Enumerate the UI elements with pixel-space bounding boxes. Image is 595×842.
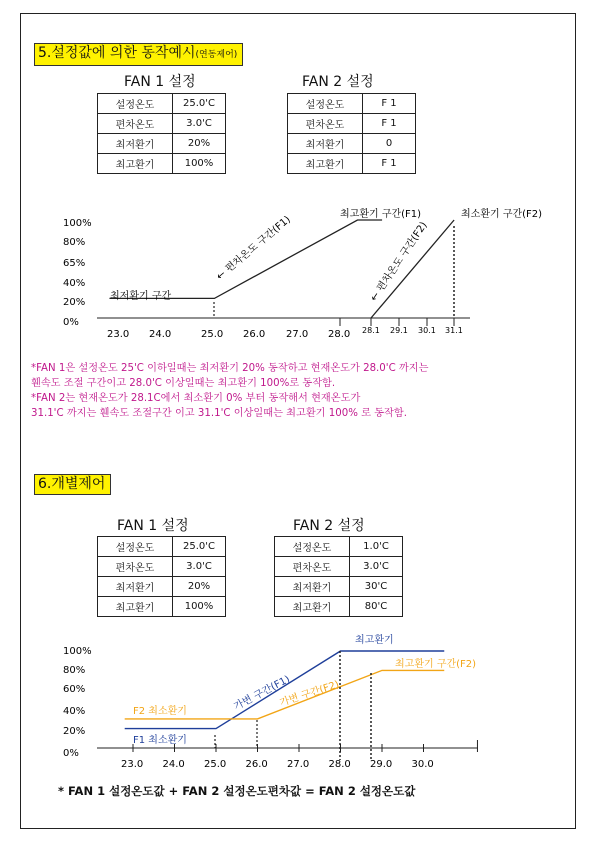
setting-key: 최고환기 [98, 154, 173, 174]
chart1-x-tick-label: 26.0 [243, 329, 266, 340]
setting-value: 0 [363, 134, 416, 154]
chart2-y-tick-label: 0% [63, 748, 79, 759]
chart1-x-tick-label-small: 30.1 [418, 326, 436, 335]
chart1-x-tick-label: 27.0 [286, 329, 309, 340]
chart2-y-tick-label: 100% [63, 646, 92, 657]
chart2-x-tick-label: 30.0 [411, 759, 434, 770]
setting-value: 30'C [350, 577, 403, 597]
chart2-x-tick-label: 26.0 [245, 759, 268, 770]
chart1-y-tick-label: 0% [63, 317, 79, 328]
chart2-x-tick-label: 28.0 [328, 759, 351, 770]
note-line: *FAN 1은 설정온도 25'C 이하일때는 최저환기 20% 동작하고 현재온도가 28.0'C 까지는 [31, 363, 429, 374]
s5-fan2-title: FAN 2 설정 [302, 74, 374, 90]
setting-key: 편차온도 [98, 557, 173, 577]
setting-value: 3.0'C [173, 114, 226, 134]
setting-key: 최고환기 [288, 154, 363, 174]
left-arrow-icon: ← [368, 290, 383, 304]
chart2-y-tick-label: 80% [63, 665, 86, 676]
note-line: 31.1'C 까지는 휀속도 조절구간 이고 31.1'C 이상일때는 최고환기 100% 로 동작함. [31, 408, 407, 419]
setting-key: 최고환기 [98, 597, 173, 617]
setting-key: 최고환기 [275, 597, 350, 617]
setting-key: 최저환기 [98, 134, 173, 154]
setting-value: F 1 [363, 94, 416, 114]
chart1-x-tick-label-small: 29.1 [390, 326, 408, 335]
chart2-y-tick-label: 60% [63, 684, 86, 695]
chart1-x-tick-label-small: 28.1 [362, 326, 380, 335]
section5-title-text: 5.설정값에 의한 동작예시 [38, 45, 196, 61]
chart1-y-tick-label: 80% [63, 237, 86, 248]
chart2-x-tick-label: 25.0 [204, 759, 227, 770]
setting-value: 100% [173, 154, 226, 174]
chart1-x-tick-label: 25.0 [201, 329, 224, 340]
chart2-var-f1-label: 가변 구간(F1) [232, 673, 292, 713]
chart1-dev-f2-label: 편차온도 구간(F2) [375, 220, 430, 294]
chart1-x-tick-label: 23.0 [107, 329, 130, 340]
note-line: *FAN 2는 현재온도가 28.1C에서 최소환기 0% 부터 동작해서 현재온도가 [31, 393, 361, 404]
chart2-var-f2-label: 가변 구간(F2) [278, 679, 341, 709]
chart1-x-tick-label-small: 31.1 [445, 326, 463, 335]
setting-key: 설정온도 [275, 537, 350, 557]
chart1-y-tick-label: 65% [63, 258, 86, 269]
chart2-x-tick-label: 24.0 [162, 759, 185, 770]
chart2-f2-min-label: F2 최소환기 [133, 706, 187, 717]
chart2-x-tick-label: 23.0 [121, 759, 144, 770]
setting-value: F 1 [363, 154, 416, 174]
chart1-x-tick-label: 28.0 [328, 329, 351, 340]
setting-key: 편차온도 [275, 557, 350, 577]
chart2-x-tick-label: 27.0 [287, 759, 310, 770]
left-arrow-icon: ← [214, 268, 229, 283]
setting-value: 20% [173, 134, 226, 154]
setting-value: 1.0'C [350, 537, 403, 557]
chart1-dev-f1-label: 편차온도 구간(F1) [223, 214, 293, 275]
chart1-min-zone-f2-label: 최소환기 구간(F2) [461, 209, 543, 220]
setting-key: 편차온도 [98, 114, 173, 134]
setting-value: F 1 [363, 114, 416, 134]
chart1-y-tick-label: 40% [63, 278, 86, 289]
setting-key: 설정온도 [288, 94, 363, 114]
setting-key: 편차온도 [288, 114, 363, 134]
chart2-f1-min-label: F1 최소환기 [133, 735, 187, 746]
chart2-y-tick-label: 40% [63, 706, 86, 717]
s6-fan2-title: FAN 2 설정 [293, 518, 365, 534]
setting-key: 최저환기 [98, 577, 173, 597]
chart2-max-f2-label: 최고환기 구간(F2) [395, 659, 477, 670]
chart1-max-zone-f1-label: 최고환기 구간(F1) [340, 209, 422, 220]
chart2-x-tick-label: 29.0 [370, 759, 393, 770]
s6-fan1-title: FAN 1 설정 [117, 518, 189, 534]
setting-key: 설정온도 [98, 537, 173, 557]
chart2-max-label: 최고환기 [355, 635, 394, 646]
setting-value: 3.0'C [350, 557, 403, 577]
setting-value: 25.0'C [173, 94, 226, 114]
setting-key: 최저환기 [275, 577, 350, 597]
section5-title-small: (연동제어) [195, 50, 238, 60]
setting-key: 최저환기 [288, 134, 363, 154]
setting-key: 설정온도 [98, 94, 173, 114]
note-line: 휀속도 조절 구간이고 28.0'C 이상일때는 최고환기 100%로 동작함. [31, 378, 336, 389]
section6-title: 6.개별제어 [34, 474, 111, 495]
setting-value: 3.0'C [173, 557, 226, 577]
formula-note: * FAN 1 설정온도값 + FAN 2 설정온도편차값 = FAN 2 설정온도값 [58, 784, 416, 798]
setting-value: 100% [173, 597, 226, 617]
chart1-y-tick-label: 100% [63, 218, 92, 229]
setting-value: 25.0'C [173, 537, 226, 557]
setting-value: 80'C [350, 597, 403, 617]
chart1-x-tick-label: 24.0 [149, 329, 172, 340]
setting-value: 20% [173, 577, 226, 597]
chart1-min-zone-label: 최저환기 구간 [110, 291, 172, 302]
chart2-y-tick-label: 20% [63, 726, 86, 737]
chart1-y-tick-label: 20% [63, 297, 86, 308]
s5-fan1-title: FAN 1 설정 [124, 74, 196, 90]
